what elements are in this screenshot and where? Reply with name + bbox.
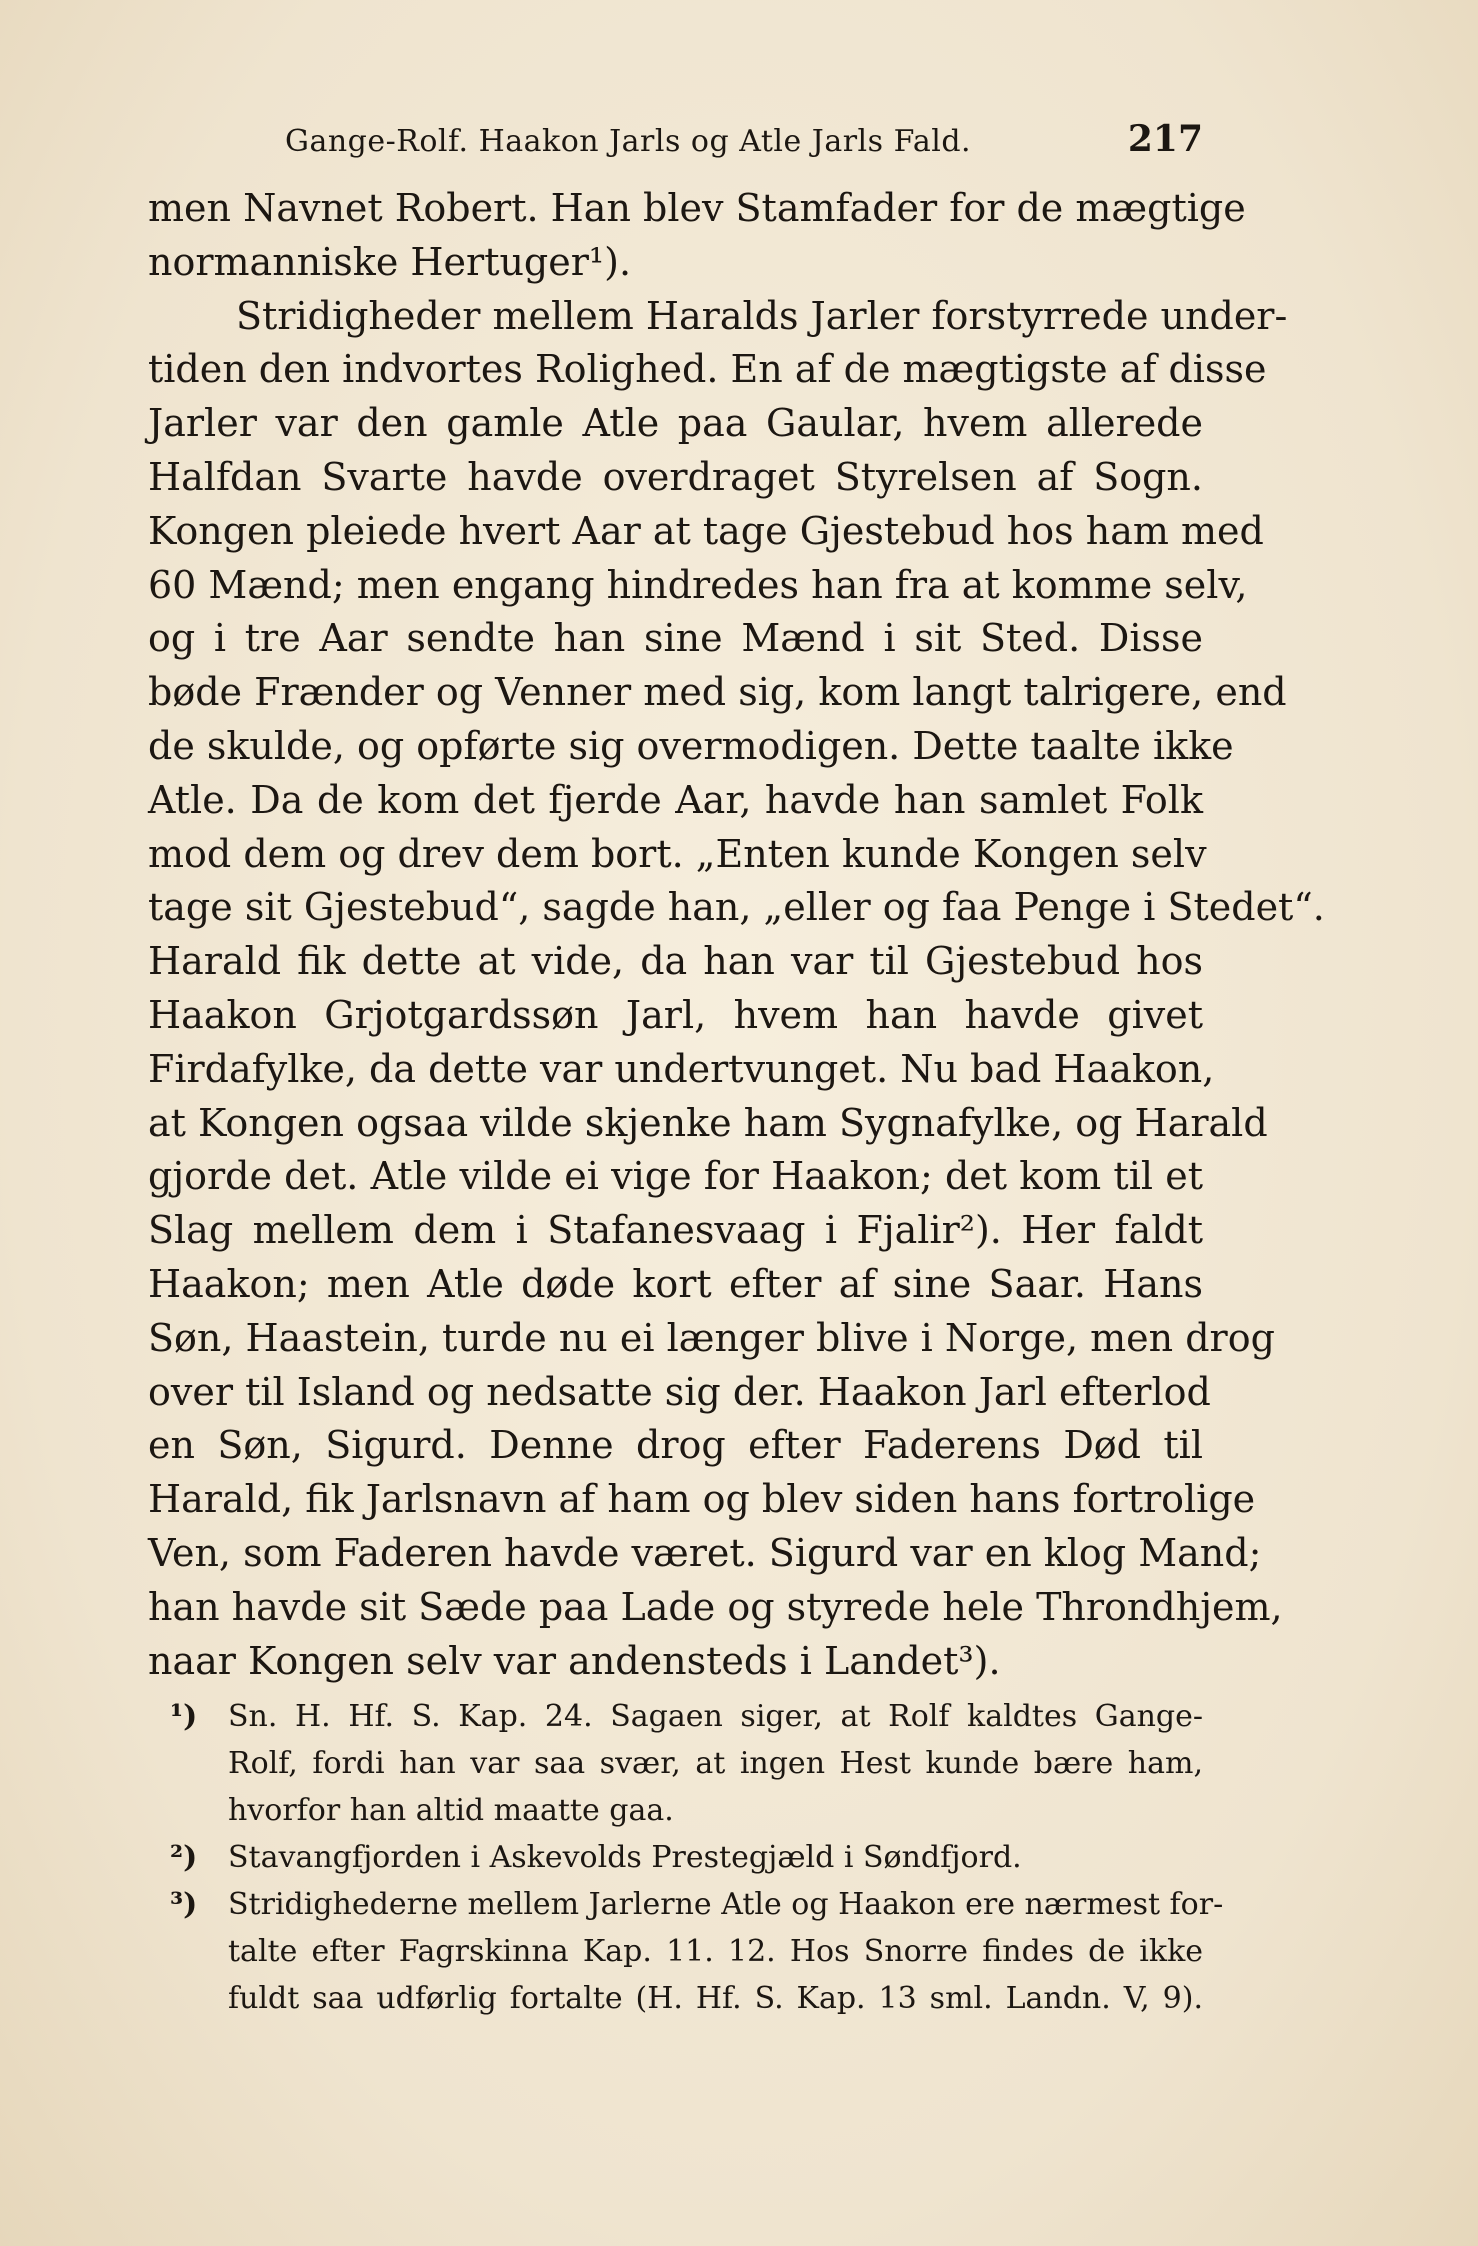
text-line: Harald fik dette at vide, da han var til Gjestebud hos	[148, 939, 1203, 984]
text-line: Firdafylke, da dette var undertvunget. Nu bad Haakon,	[148, 1046, 1215, 1091]
footnote-line: Stavangfjorden i Askevolds Prestegjæld i Søndfjord.	[228, 1840, 1022, 1875]
text-line: tage sit Gjestebud“, sagde han, „eller og faa Penge i Stedet“.	[148, 885, 1325, 930]
text-line: Stridigheder mellem Haralds Jarler forstyrrede under-	[236, 293, 1288, 338]
page-header	[285, 118, 1203, 168]
text-line: mod dem og drev dem bort. „Enten kunde Kongen selv	[148, 831, 1207, 876]
text-line: at Kongen ogsaa vilde skjenke ham Sygnafylke, og Harald	[148, 1100, 1268, 1145]
text-line: Jarler var den gamle Atle paa Gaular, hvem allerede	[148, 401, 1203, 446]
text-line: Haakon; men Atle døde kort efter af sine Saar. Hans	[148, 1261, 1203, 1306]
text-line: og i tre Aar sendte han sine Mænd i sit Sted. Disse	[148, 616, 1203, 661]
text-line: Søn, Haastein, turde nu ei længer blive i Norge, men drog	[148, 1315, 1275, 1360]
footnote-marker: ³)	[170, 1887, 198, 1922]
text-line: Harald, fik Jarlsnavn af ham og blev siden hans fortrolige	[148, 1477, 1256, 1522]
text-line: men Navnet Robert. Han blev Stamfader for de mægtige	[148, 186, 1246, 230]
text-line: naar Kongen selv var andensteds i Landet³).	[148, 1638, 1001, 1683]
text-line: bøde Frænder og Venner med sig, kom langt talrigere, end	[148, 670, 1287, 715]
text-line: Slag mellem dem i Stafanesvaag i Fjalir²). Her faldt	[148, 1208, 1203, 1253]
footnote-line: fuldt saa udførlig fortalte (H. Hf. S. Kap. 13 sml. Landn. V, 9).	[228, 1981, 1203, 2016]
text-line: Halfdan Svarte havde overdraget Styrelsen af Sogn.	[148, 454, 1203, 499]
footnote-line: hvorfor han altid maatte gaa.	[228, 1793, 674, 1828]
text-line: tiden den indvortes Rolighed. En af de mægtigste af disse	[148, 347, 1267, 392]
footnote-2	[170, 1834, 1203, 1881]
text-line: Haakon Grjotgardssøn Jarl, hvem han havde givet	[148, 992, 1203, 1037]
text-line: de skulde, og opførte sig overmodigen. Dette taalte ikke	[148, 723, 1234, 768]
text-line: over til Island og nedsatte sig der. Haakon Jarl efterlod	[148, 1369, 1211, 1414]
text-line: gjorde det. Atle vilde ei vige for Haakon; det kom til et	[148, 1154, 1203, 1199]
footnote-line: Sn. H. Hf. S. Kap. 24. Sagaen siger, at Rolf kaldtes Gange-	[228, 1699, 1203, 1734]
footnote-line: talte efter Fagrskinna Kap. 11. 12. Hos Snorre findes de ikke	[228, 1934, 1203, 1969]
text-line: Ven, som Faderen havde været. Sigurd var en klog Mand;	[148, 1530, 1262, 1575]
text-line: Atle. Da de kom det fjerde Aar, havde han samlet Folk	[148, 777, 1203, 822]
footnote-line: Rolf, fordi han var saa svær, at ingen Hest kunde bære ham,	[228, 1746, 1203, 1781]
footnote-1	[170, 1693, 1203, 1834]
body-text	[148, 182, 1325, 1688]
page-number: 217	[1127, 118, 1203, 160]
footnote-3	[170, 1881, 1224, 2022]
footnote-marker: ²)	[170, 1840, 198, 1875]
text-line: normanniske Hertuger¹).	[148, 239, 632, 284]
text-line: Kongen pleiede hvert Aar at tage Gjestebud hos ham med	[148, 508, 1264, 553]
footnote-line: Stridighederne mellem Jarlerne Atle og Haakon ere nærmest for-	[228, 1887, 1224, 1922]
text-line: 60 Mænd; men engang hindredes han fra at komme selv,	[148, 562, 1248, 607]
text-line: han havde sit Sæde paa Lade og styrede hele Throndhjem,	[148, 1584, 1283, 1629]
running-head: Gange-Rolf. Haakon Jarls og Atle Jarls Fald.	[285, 124, 972, 159]
text-line: en Søn, Sigurd. Denne drog efter Faderens Død til	[148, 1423, 1203, 1468]
footnotes	[170, 1693, 1224, 2022]
footnote-marker: ¹)	[170, 1699, 198, 1734]
